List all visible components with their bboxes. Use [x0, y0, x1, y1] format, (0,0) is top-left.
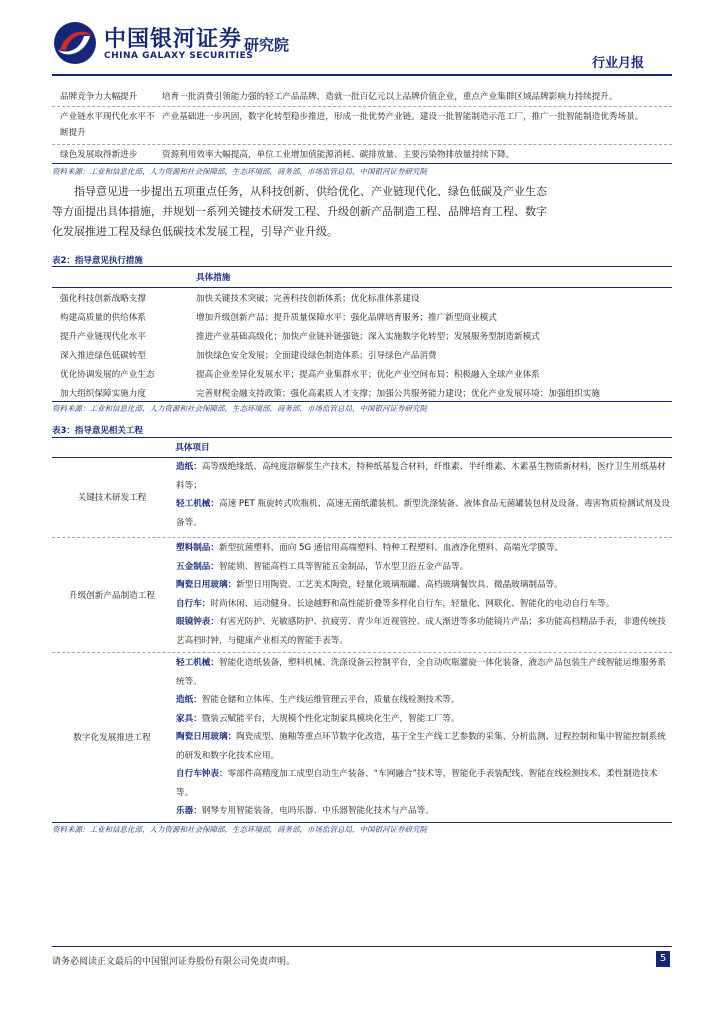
item-name: 轻工机械：: [176, 658, 219, 668]
section-body: [172, 654, 672, 820]
item-name: 五金制品：: [176, 561, 219, 572]
table-bottom-rule: [52, 822, 672, 823]
table-row: [52, 307, 672, 326]
table-row: [52, 345, 672, 364]
report-type: 行业月报: [591, 56, 644, 71]
item-text: 高等级绝缘纸、高纯度溶解浆生产技术，特种纸基复合材料，纤维素、半纤维素、木素基生物质新材料，医疗卫生用纸基材料等；: [176, 462, 666, 491]
item-text: 智能锁、智能高档工具等智能五金制品，节水型卫浴五金产品等。: [218, 561, 469, 572]
table3-section: [52, 458, 672, 536]
row-text: 提高企业差异化发展水平；提高产业集群水平；优化产业空间布局；积极融入全球产业体系: [196, 369, 540, 380]
list-item: [176, 595, 672, 614]
table-bottom-rule: [52, 401, 672, 402]
row-text: 资源利用效率大幅提高，单位工业增加值能源消耗、碳排放量、主要污染物排放量持续下降。: [162, 150, 515, 160]
item-text: 有害光防护、光敏感防护、抗疲劳、青少年近视管控、成人渐进等多功能镜片产品；多功能高档精品手表，非遗传统技艺高档时钟，与健康产业相关的智能手表等。: [176, 617, 666, 646]
row-text: 产业基础进一步巩固，数字化转型稳步推进，形成一批优势产业链。建设一批智能制造示范工厂，推广一批智能制造优秀场景。: [162, 112, 644, 122]
item-text: 智能化造纸装备，塑料机械、洗涤设备云控制平台，全自动吹瓶灌旋一体化装备，液态产品包装生产线智能运维服务系统等。: [176, 658, 666, 687]
table2-body: [52, 288, 672, 402]
table2-source: 资料来源：工业和信息化部，人力资源和社会保障部，生态环境部，商务部，市场监管总局，中国银河证券研究院: [52, 404, 427, 413]
table3-caption: 表3：指导意见相关工程: [52, 426, 143, 436]
table3-section: [52, 539, 672, 651]
item-text: 零部件高精度加工成型自动生产装备、“车网融合”技术等，智能化手表装配线、智能在线检测技术、柔性制造技术等。: [176, 769, 658, 798]
row-label: 产业链水平现代化水平不断提升: [60, 112, 155, 138]
list-item: [176, 710, 672, 729]
institute-name: 研究院: [244, 36, 290, 54]
page-number: 5: [656, 951, 670, 967]
row-label: 强化科技创新战略支撑: [60, 293, 146, 304]
list-item: [176, 558, 672, 577]
row-label: 品牌竞争力大幅提升: [60, 92, 138, 102]
row-text: 培育一批消费引领能力强的轻工产品品牌，造就一批百亿元以上品牌价值企业，重点产业集群区域品牌影响力持续提升。: [162, 92, 618, 102]
row-text: 加快关键技术突破；完善科技创新体系；优化标准体系建设: [196, 293, 420, 304]
row-label: 构建高质量的供给体系: [60, 312, 146, 323]
paragraph-line: 指导意见进一步提出五项重点任务，从科技创新、供给优化、产业链现代化、绿色低碳及产业生态: [74, 185, 547, 198]
item-text: 钢琴专用智能装备，电吗乐器、中乐器智能化技术与产品等。: [201, 806, 434, 816]
row-text: 推进产业基础高级化；加快产业链补链强链；深入实施数字化转型；发展服务型制造新模式: [196, 331, 540, 342]
table-header-row: [52, 267, 672, 287]
section-category: 升级创新产品制造工程: [69, 591, 155, 601]
section-category: 关键技术研发工程: [77, 493, 147, 503]
item-name: 塑料制品：: [176, 543, 219, 553]
table-bottom-rule: [52, 163, 672, 164]
table1-tail: [52, 86, 672, 164]
table3-section: [52, 654, 672, 820]
item-text: 时尚休闲、运动健身、长途越野和高性能折叠等多样化自行车，轻量化、网联化、智能化的电动自行车等。: [210, 598, 615, 609]
table-row: [52, 86, 672, 106]
galaxy-logo-icon: [52, 20, 98, 66]
row-label: 优化协调发展的产业生态: [60, 369, 155, 380]
header-rule: [52, 74, 672, 76]
item-name: 陶瓷日用玻璃：: [176, 580, 237, 590]
item-text: 智能仓储和立体库、生产线运维管理云平台，质量在线检测技术等。: [201, 695, 460, 705]
item-text: 暨装云赋能平台，大规模个性化定制家具模块化生产，智能工厂等。: [201, 713, 460, 724]
list-item: [176, 728, 672, 765]
table-row: [52, 383, 672, 402]
item-name: 自行车：: [176, 598, 211, 609]
logo-english-name: CHINA GALAXY SECURITIES: [104, 51, 254, 61]
divider: [52, 106, 672, 107]
item-text: 陶瓷成型、施釉等重点环节数字化改造，基于全生产线工艺参数的采集、分析监测、过程控制和集中智能控制系统的研发和数字化技术应用。: [176, 732, 666, 761]
item-name: 乐器：: [176, 806, 202, 816]
row-label: 加大组织保障实施力度: [60, 388, 146, 399]
item-text: 高速 PET 瓶旋转式吹瓶机、高速无菌纸灌装机、新型洗涤装备、液体食品无菌罐装包材及设备、毒害物质检测试剂及设备等。: [176, 499, 670, 528]
footer-rule: [52, 946, 672, 947]
paragraph-line: 化发展推进工程及绿色低碳技术发展工程，引导产业升级。: [52, 225, 338, 238]
section-body: [172, 458, 672, 536]
footer-disclaimer: 请务必阅读正文最后的中国银河证券股份有限公司免责声明。: [52, 957, 296, 967]
item-name: 自行车钟表：: [176, 769, 228, 779]
item-name: 家具：: [176, 713, 202, 724]
table-row: [52, 326, 672, 345]
table2-header: 具体措施: [196, 273, 231, 283]
row-text: 完善财税金融支持政策；强化高素质人才支撑；加强公共服务能力建设；优化产业发展环境；加强组织实施: [196, 388, 600, 399]
item-name: 造纸：: [176, 462, 202, 472]
divider: [52, 537, 672, 538]
list-item: [176, 539, 672, 558]
item-name: 造纸：: [176, 695, 202, 705]
table-row: [52, 364, 672, 383]
table1-source: 资料来源：工业和信息化部，人力资源和社会保障部，生态环境部，商务部，市场监管总局，中国银河证券研究院: [52, 167, 427, 176]
row-label: 深入推进绿色低碳转型: [60, 350, 146, 361]
list-item: [176, 802, 672, 821]
row-text: 增加升级创新产品；提升质量保障水平；强化品牌培育服务；推广新型商业模式: [196, 312, 497, 323]
table2-caption: 表2：指导意见执行措施: [52, 256, 143, 266]
table-row: [52, 144, 672, 164]
section-body: [172, 539, 672, 651]
list-item: [176, 654, 672, 691]
item-name: 陶瓷日用玻璃：: [176, 732, 237, 742]
divider: [52, 652, 672, 653]
list-item: [176, 691, 672, 710]
item-name: 轻工机械：: [176, 499, 219, 509]
table2: [52, 267, 672, 287]
item-text: 新型抗菌塑料、面向 5G 通信用高端塑料、特种工程塑料、血液净化塑料、高端光学膜等。: [218, 543, 564, 553]
logo-chinese-name: 中国银河证券: [104, 27, 243, 52]
row-text: 加快绿色安全发展；全面建设绿色制造体系；引导绿色产品消费: [196, 350, 437, 361]
item-name: 眼镜钟表：: [176, 617, 219, 627]
table-row: [52, 288, 672, 307]
paragraph-line: 等方面提出具体措施，并规划一系列关键技术研发工程、升级创新产品制造工程、品牌培育工程、数字: [52, 205, 547, 218]
table3-header-row: [52, 438, 672, 456]
table-row: [52, 106, 672, 144]
body-paragraph: [52, 182, 672, 242]
row-label: 绿色发展取得新进步: [60, 150, 138, 160]
section-category: 数字化发展推进工程: [73, 733, 151, 743]
list-item: [176, 613, 672, 650]
list-item: [176, 765, 672, 802]
row-label: 提升产业链现代化水平: [60, 331, 146, 342]
list-item: [176, 576, 672, 595]
table3-source: 资料来源：工业和信息化部，人力资源和社会保障部，生态环境部，商务部，市场监管总局，中国银河证券研究院: [52, 825, 427, 834]
divider: [52, 144, 672, 145]
table3-header: 具体项目: [175, 443, 210, 453]
list-item: [176, 458, 672, 495]
list-item: [176, 495, 672, 532]
item-text: 新型日用陶瓷、工艺美术陶瓷，轻量化玻璃瓶罐、高档玻璃餐饮具、微晶玻璃制品等。: [236, 580, 563, 590]
